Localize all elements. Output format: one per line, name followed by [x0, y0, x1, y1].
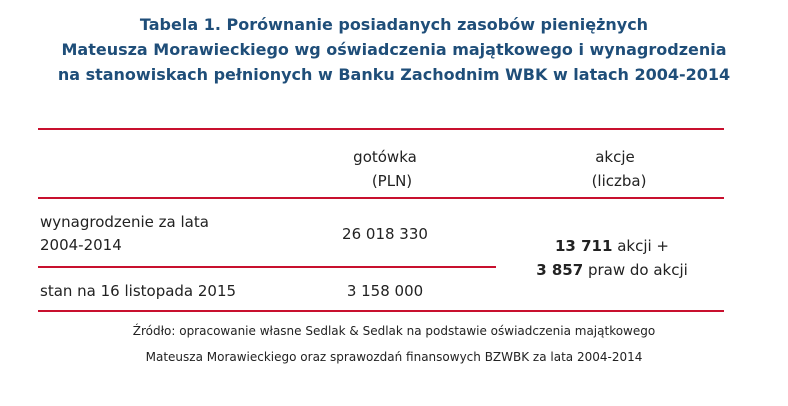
- rule-top: [38, 128, 724, 130]
- row-2-cash: 3 158 000: [346, 282, 424, 300]
- rule-bottom: [38, 310, 724, 312]
- source-note: [0, 318, 788, 370]
- rule-header-bottom: [38, 197, 724, 199]
- source-line-2: Mateusza Morawieckiego oraz sprawozdań finansowych BZWBK za lata 2004-2014: [145, 350, 643, 364]
- row-1-cash: 26 018 330: [342, 225, 428, 243]
- shares-merged-cell: [500, 234, 724, 282]
- shares-line: [500, 234, 724, 258]
- source-line-1: Źródło: opracowanie własne Sedlak & Sedlak na podstawie oświadczenia majątkowego: [132, 324, 656, 338]
- row-1-label: [40, 211, 209, 257]
- header-cash-label: gotówka: [353, 148, 417, 166]
- table-title: [0, 12, 788, 87]
- title-line-1: Tabela 1. Porównanie posiadanych zasobów pieniężnych: [139, 15, 649, 34]
- header-shares: [530, 145, 700, 193]
- rights-line: [500, 258, 724, 282]
- header-cash: [300, 145, 470, 193]
- row-1-label-line-2: 2004-2014: [40, 236, 122, 254]
- row-2-label: stan na 16 listopada 2015: [40, 282, 237, 300]
- row-1-label-line-1: wynagrodzenie za lata: [40, 213, 209, 231]
- rights-suffix: praw do akcji: [583, 261, 688, 279]
- title-line-2: Mateusza Morawieckiego wg oświadczenia majątkowego i wynagrodzenia: [61, 40, 727, 59]
- header-shares-unit: (liczba): [591, 172, 647, 190]
- header-shares-label: akcje: [595, 148, 635, 166]
- header-cash-unit: (PLN): [371, 172, 413, 190]
- title-line-3: na stanowiskach pełnionych w Banku Zachodnim WBK w latach 2004-2014: [57, 65, 731, 84]
- shares-count: 13 711: [555, 237, 613, 255]
- shares-suffix: akcji +: [612, 237, 669, 255]
- rule-row-separator: [38, 266, 496, 268]
- rights-count: 3 857: [536, 261, 584, 279]
